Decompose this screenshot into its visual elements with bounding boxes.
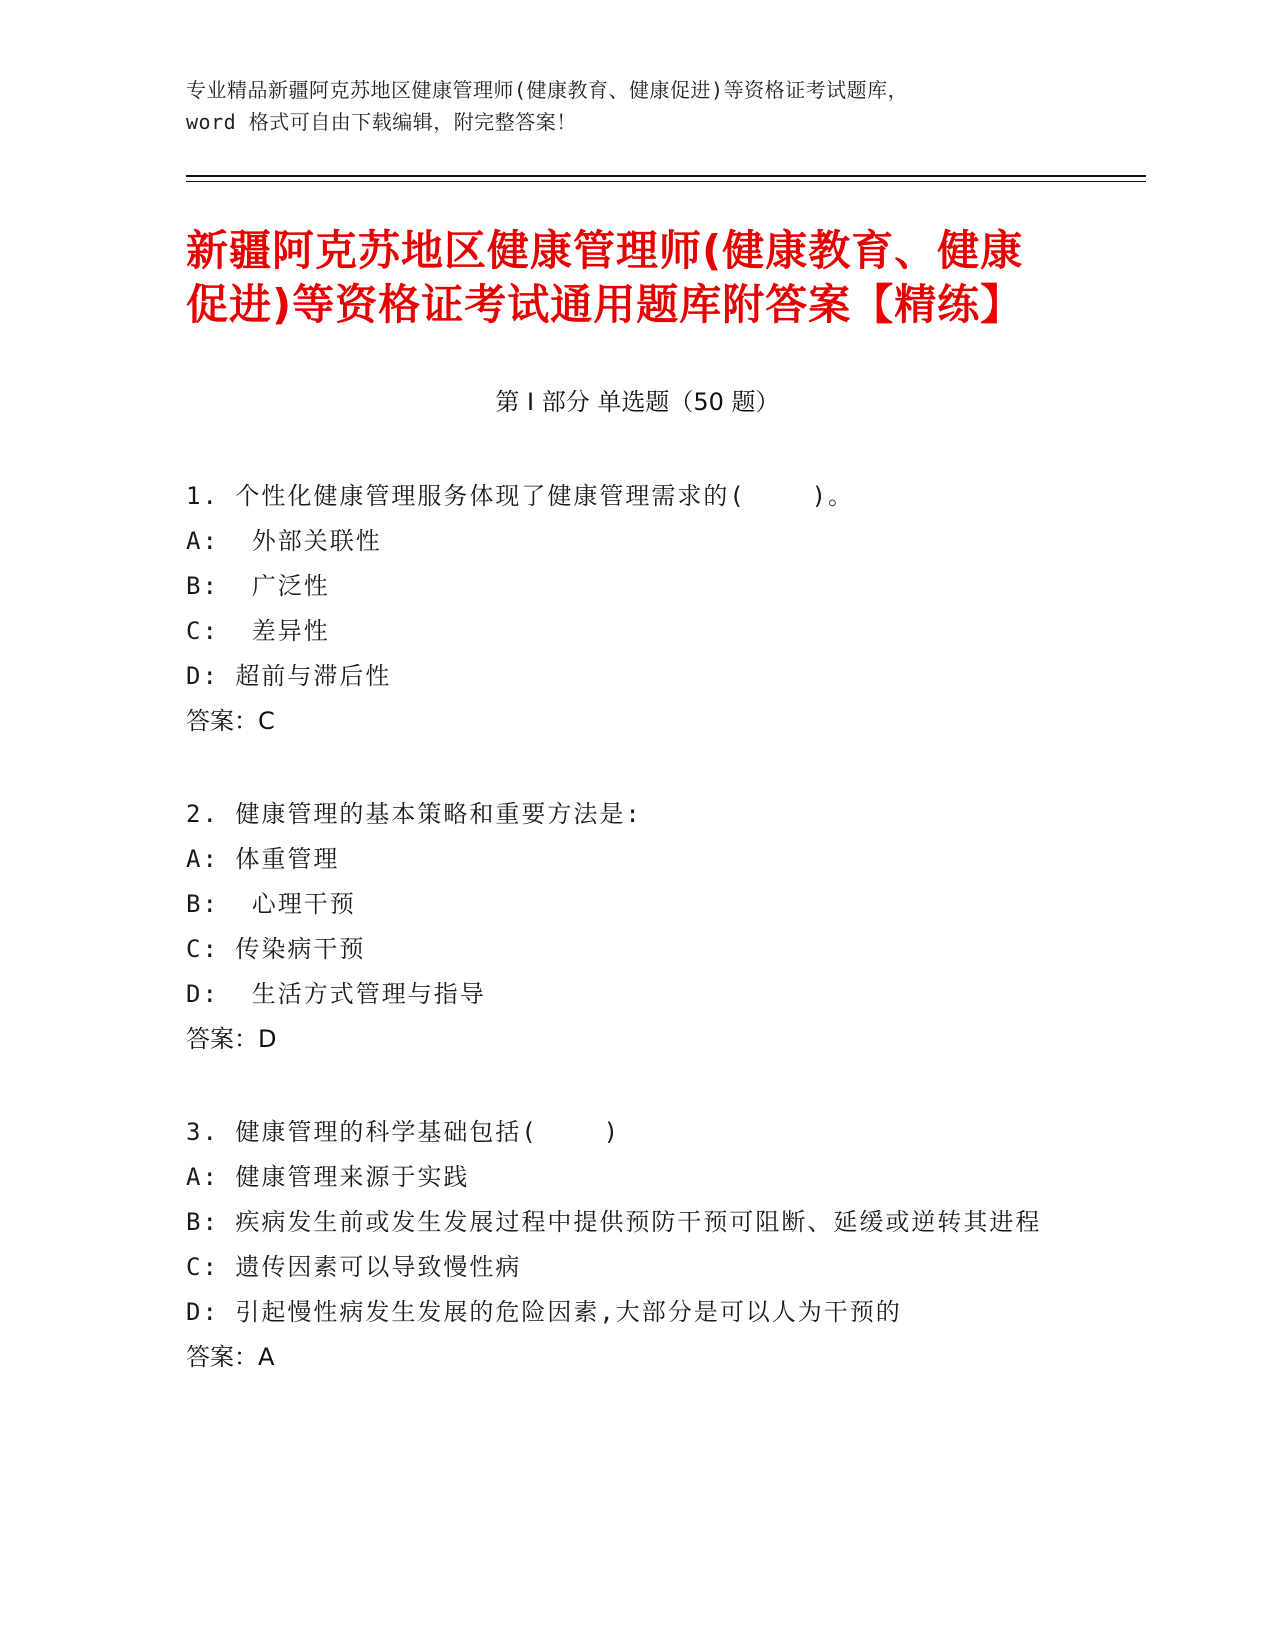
option-a: A: 健康管理来源于实践 bbox=[186, 1163, 470, 1191]
section-title: 第 I 部分 单选题（50 题） bbox=[495, 388, 780, 416]
header-divider-thick bbox=[186, 175, 1146, 177]
option-d: D: 生活方式管理与指导 bbox=[186, 980, 486, 1008]
answer: 答案：C bbox=[186, 707, 275, 735]
header-note-line-1: 专业精品新疆阿克苏地区健康管理师(健康教育、健康促进)等资格证考试题库， bbox=[186, 78, 909, 102]
question-stem: 3. 健康管理的科学基础包括( ) bbox=[186, 1118, 621, 1146]
question-3 bbox=[186, 1110, 1086, 1380]
document-title bbox=[186, 224, 1086, 332]
question-stem: 2. 健康管理的基本策略和重要方法是: bbox=[186, 800, 642, 828]
document-title-line-2: 促进)等资格证考试通用题库附答案【精练】 bbox=[186, 280, 1024, 329]
option-c: C: 差异性 bbox=[186, 617, 330, 645]
option-a: A: 外部关联性 bbox=[186, 527, 382, 555]
option-d: D: 超前与滞后性 bbox=[186, 662, 392, 690]
option-b: B: 心理干预 bbox=[186, 890, 356, 918]
option-b: B: 广泛性 bbox=[186, 572, 330, 600]
option-c: C: 遗传因素可以导致慢性病 bbox=[186, 1253, 522, 1281]
question-list bbox=[186, 474, 1086, 1428]
header-note-line-2: word 格式可自由下载编辑，附完整答案！ bbox=[186, 110, 577, 134]
question-2 bbox=[186, 792, 1086, 1062]
question-1 bbox=[186, 474, 1086, 744]
answer: 答案：D bbox=[186, 1025, 277, 1053]
answer: 答案：A bbox=[186, 1343, 275, 1371]
header-note bbox=[186, 74, 1086, 138]
document-title-line-1: 新疆阿克苏地区健康管理师(健康教育、健康 bbox=[186, 226, 1024, 275]
option-c: C: 传染病干预 bbox=[186, 935, 366, 963]
option-a: A: 体重管理 bbox=[186, 845, 340, 873]
question-stem: 1. 个性化健康管理服务体现了健康管理需求的( )。 bbox=[186, 482, 855, 510]
header-divider-thin bbox=[186, 181, 1146, 182]
option-d: D: 引起慢性病发生发展的危险因素,大部分是可以人为干预的 bbox=[186, 1298, 902, 1326]
option-b: B: 疾病发生前或发生发展过程中提供预防干预可阻断、延缓或逆转其进程 bbox=[186, 1208, 1042, 1236]
